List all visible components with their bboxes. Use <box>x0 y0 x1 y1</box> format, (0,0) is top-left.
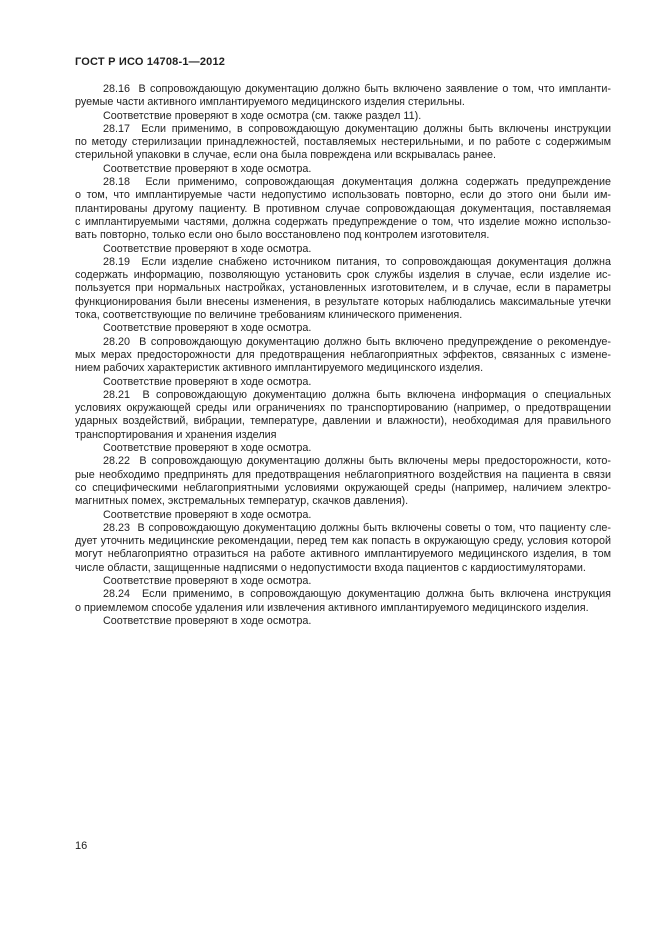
text-line: мых мерах предосторожности для предотвращения неблагоприятных эффектов, связанных с измене- <box>75 348 611 361</box>
text-line: 28.18 Если применимо, сопровождающая документация должна содержать предупреждение <box>103 176 611 189</box>
text-line: Соответствие проверяют в ходе осмотра. <box>103 614 312 627</box>
paragraph <box>75 256 611 322</box>
paragraph <box>75 243 611 256</box>
paragraph <box>75 123 611 163</box>
text-line: 28.23 В сопровождающую документацию должны быть включены советы о том, что пациенту сле- <box>103 521 611 534</box>
paragraph <box>75 336 611 376</box>
paragraph <box>75 322 611 335</box>
paragraph <box>75 163 611 176</box>
text-line: с имплантируемыми частями, должна содержать предупреждение о том, что изделие можно использо- <box>75 215 611 228</box>
paragraph <box>75 110 611 123</box>
text-line: о том, что имплантируемые части недопустимо использовать повторно, если до этого они были им- <box>75 189 611 202</box>
text-line: Соответствие проверяют в ходе осмотра. <box>103 375 312 388</box>
paragraph <box>75 442 611 455</box>
paragraph <box>75 389 611 442</box>
document-header: ГОСТ Р ИСО 14708-1—2012 <box>75 56 226 68</box>
paragraph <box>75 376 611 389</box>
text-line: со специфическими неблагоприятными условиями окружающей среды (например, наличием электро- <box>75 481 611 494</box>
paragraph <box>75 176 611 242</box>
text-line: по методу стерилизации принадлежностей, поставляемых нестерильными, и по работе с содержимым <box>75 136 611 149</box>
text-line: 28.16 В сопровождающую документацию должно быть включено заявление о том, что импланти- <box>103 83 611 95</box>
text-line: Соответствие проверяют в ходе осмотра. <box>103 322 312 335</box>
text-line: вать повторно, только если оно было восстановлено под контролем изготовителя. <box>75 229 490 242</box>
text-line: 28.19 Если изделие снабжено источником питания, то сопровождающая документация должна <box>103 255 611 268</box>
text-line: о приемлемом способе удаления или извлечения активного имплантируемого медицинского изделия. <box>75 601 589 614</box>
text-line: дует уточнить медицинские рекомендации, перед тем как попасть в окружающую среду, условия которой <box>75 535 611 548</box>
text-line: Соответствие проверяют в ходе осмотра. <box>103 242 312 255</box>
paragraph <box>75 509 611 522</box>
text-line: содержать информацию, позволяющую установить срок службы изделия в случае, если изделие ис- <box>75 269 611 282</box>
text-line: пользуется при нормальных настройках, установленных изготовителем, и в случае, если в параметры <box>75 282 611 295</box>
paragraph <box>75 575 611 588</box>
text-line: 28.20 В сопровождающую документацию должно быть включено предупреждение о рекомендуе- <box>103 335 611 348</box>
text-line: нием рабочих характеристик активного имплантируемого медицинского изделия. <box>75 362 484 375</box>
text-line: 28.24 Если применимо, в сопровождающую документацию должна быть включена инструкция <box>103 588 611 601</box>
paragraph <box>75 455 611 508</box>
paragraph <box>75 522 611 575</box>
text-line: 28.22 В сопровождающую документацию должны быть включены меры предосторожности, кото- <box>103 455 611 468</box>
text-line: условиях окружающей среды или ограничениях по транспортированию (например, о предотвращении <box>75 402 611 415</box>
text-line: числе области, защищенные надписями о недопустимости входа пациентов с кардиостимуляторами. <box>75 561 586 574</box>
text-line: стерильной упаковки в случае, если она была повреждена или вскрывалась ранее. <box>75 149 496 162</box>
paragraph <box>75 83 611 110</box>
document-body <box>75 83 611 628</box>
text-line: ударных воздействий, вибрации, температуре, давлении и влажности), необходимая для правильного <box>75 415 611 428</box>
text-line: функционирования были внесены изменения, в результате которых наблюдались максимальные утечки <box>75 295 611 308</box>
text-line: могут неблагоприятно отразиться на работе активного имплантируемого медицинского изделия, в том <box>75 548 611 561</box>
text-line: Соответствие проверяют в ходе осмотра. <box>103 442 312 455</box>
paragraph <box>75 588 611 628</box>
text-line: Соответствие проверяют в ходе осмотра. <box>103 162 312 175</box>
text-line: тока, соответствующие по величине требованиям клинического применения. <box>75 309 463 322</box>
text-line: Соответствие проверяют в ходе осмотра (см. также раздел 11). <box>103 109 422 122</box>
text-line: руемые части активного имплантируемого медицинского изделия стерильны. <box>75 96 465 109</box>
text-line: Соответствие проверяют в ходе осмотра. <box>103 574 312 587</box>
text-line: Соответствие проверяют в ходе осмотра. <box>103 508 312 521</box>
text-line: 28.21 В сопровождающую документацию должна быть включена информация о специальных <box>103 388 611 401</box>
text-line: рые необходимо предпринять для предотвращения неблагоприятного воздействия на пациента в связи <box>75 468 611 481</box>
page-number: 16 <box>75 840 88 852</box>
text-line: 28.17 Если применимо, в сопровождающую документацию должны быть включены инструкции <box>103 122 611 135</box>
text-line: транспортирования и хранения изделия <box>75 428 277 441</box>
text-line: магнитных помех, экстремальных температур, скачков давления). <box>75 495 409 508</box>
text-line: плантированы другому пациенту. В противном случае сопровождающая документация, поставляемая <box>75 202 611 215</box>
